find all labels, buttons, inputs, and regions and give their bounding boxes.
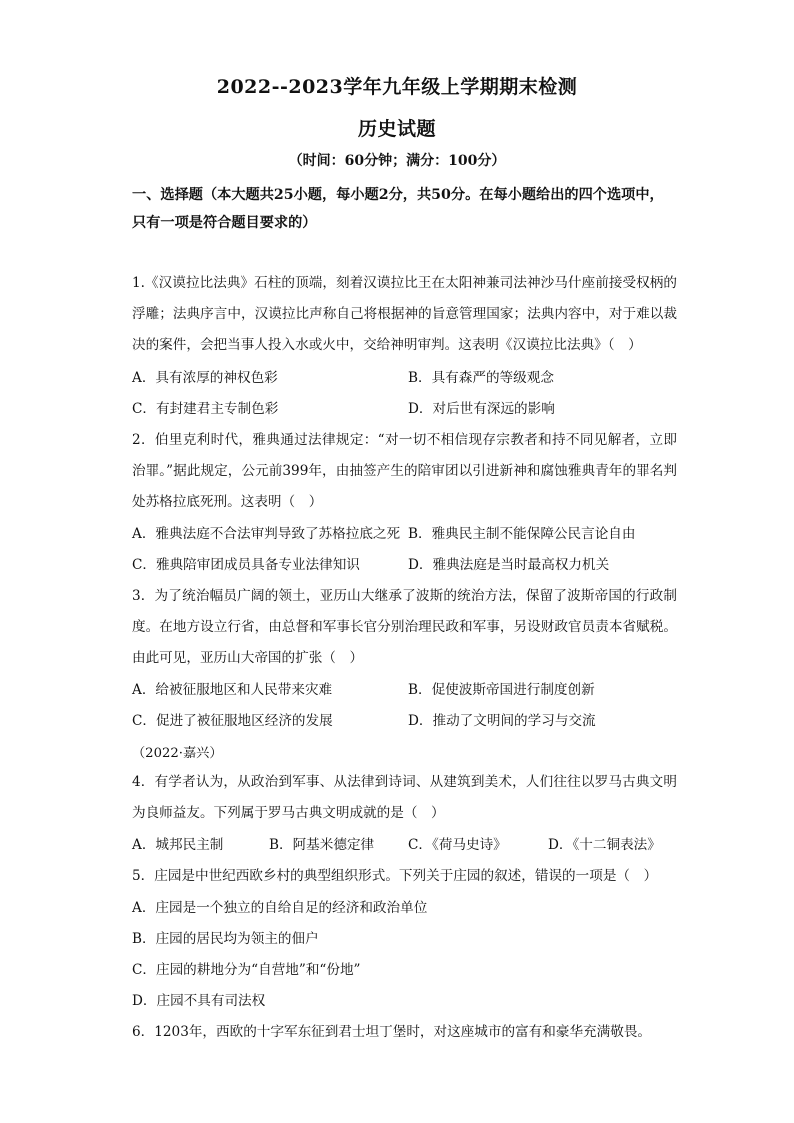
question-1-option-c: C．有封建君主专制色彩 bbox=[132, 401, 279, 417]
question-4-stem: 4．有学者认为，从政治到军事、从法律到诗词、从建筑到美术，人们往往以罗马古典文明为良师益友。下列属于罗马古典文明成就的是（ ） bbox=[132, 774, 677, 821]
question-3-stem: 3．为了统治幅员广阔的领土，亚历山大继承了波斯的统治方法，保留了波斯帝国的行政制度。在地方设立行省，由总督和军事长官分别治理民政和军事，另设财政官员责本省赋税。由此可见，亚历山大帝国的扩张（ ） bbox=[132, 588, 677, 666]
question-5-option-d: D．庄园不具有司法权 bbox=[132, 993, 266, 1009]
question-2-option-a: A．雅典法庭不合法审判导致了苏格拉底之死 bbox=[132, 526, 401, 542]
question-4-option-d: D．《十二铜表法》 bbox=[548, 837, 661, 853]
section-heading: 一、选择题（本大题共25小题，每小题2分，共50分。在每小题给出的四个选项中，只有一项是符合题目要求的） bbox=[132, 187, 664, 231]
exam-title: 2022--2023学年九年级上学期期末检测 bbox=[216, 76, 578, 98]
question-5-stem: 5．庄园是中世纪西欧乡村的典型组织形式。下列关于庄园的叙述，错误的一项是（ ） bbox=[132, 868, 658, 884]
question-5-option-a: A．庄园是一个独立的自给自足的经济和政治单位 bbox=[132, 900, 428, 916]
question-1-option-d: D．对后世有深远的影响 bbox=[408, 401, 555, 417]
question-3-option-c: C．促进了被征服地区经济的发展 bbox=[132, 713, 333, 729]
question-3-option-d: D．推动了文明间的学习与交流 bbox=[408, 713, 596, 729]
question-4-option-a: A．城邦民主制 bbox=[132, 837, 224, 853]
question-1-stem: 1.《汉谟拉比法典》石柱的顶端，刻着汉谟拉比王在太阳神兼司法神沙马什座前接受权柄的浮雕；法典序言中，汉谟拉比声称自己将根据神的旨意管理国家；法典内容中，对于难以裁决的案件，会把当事人投入水或火中，交给神明审判。这表明《汉谟拉比法典》（ ） bbox=[132, 275, 677, 353]
question-4-option-b: B．阿基米德定律 bbox=[269, 837, 375, 853]
question-3-option-b: B．促使波斯帝国进行制度创新 bbox=[408, 682, 595, 698]
question-4-option-c: C．《荷马史诗》 bbox=[408, 837, 507, 853]
question-6-stem: 6．1203年，西欧的十字军东征到君士坦丁堡时，对这座城市的富有和豪华充满敬畏。 bbox=[132, 1024, 652, 1040]
question-1-option-a: A．具有浓厚的神权色彩 bbox=[132, 370, 278, 386]
exam-subject: 历史试题 bbox=[357, 118, 436, 140]
question-4-source: （2022·嘉兴） bbox=[132, 746, 223, 761]
question-5-option-b: B．庄园的居民均为领主的佃户 bbox=[132, 931, 319, 947]
question-5-option-c: C．庄园的耕地分为“自营地”和“份地” bbox=[132, 962, 361, 978]
question-2-stem: 2．伯里克利时代，雅典通过法律规定：“对一切不相信现存宗教者和持不同见解者，立即治罪。”据此规定，公元前399年，由抽签产生的陪审团以引进新神和腐蚀雅典青年的罪名判处苏格拉底死刑。这表明（ ） bbox=[132, 432, 677, 510]
question-3-option-a: A．给被征服地区和人民带来灾难 bbox=[132, 682, 333, 698]
question-1-option-b: B．具有森严的等级观念 bbox=[408, 370, 554, 386]
question-2-option-c: C．雅典陪审团成员具备专业法律知识 bbox=[132, 557, 360, 573]
question-2-option-d: D．雅典法庭是当时最高权力机关 bbox=[408, 557, 610, 573]
question-2-option-b: B．雅典民主制不能保障公民言论自由 bbox=[408, 526, 636, 542]
exam-meta: （时间：60分钟；满分：100分） bbox=[288, 153, 506, 169]
